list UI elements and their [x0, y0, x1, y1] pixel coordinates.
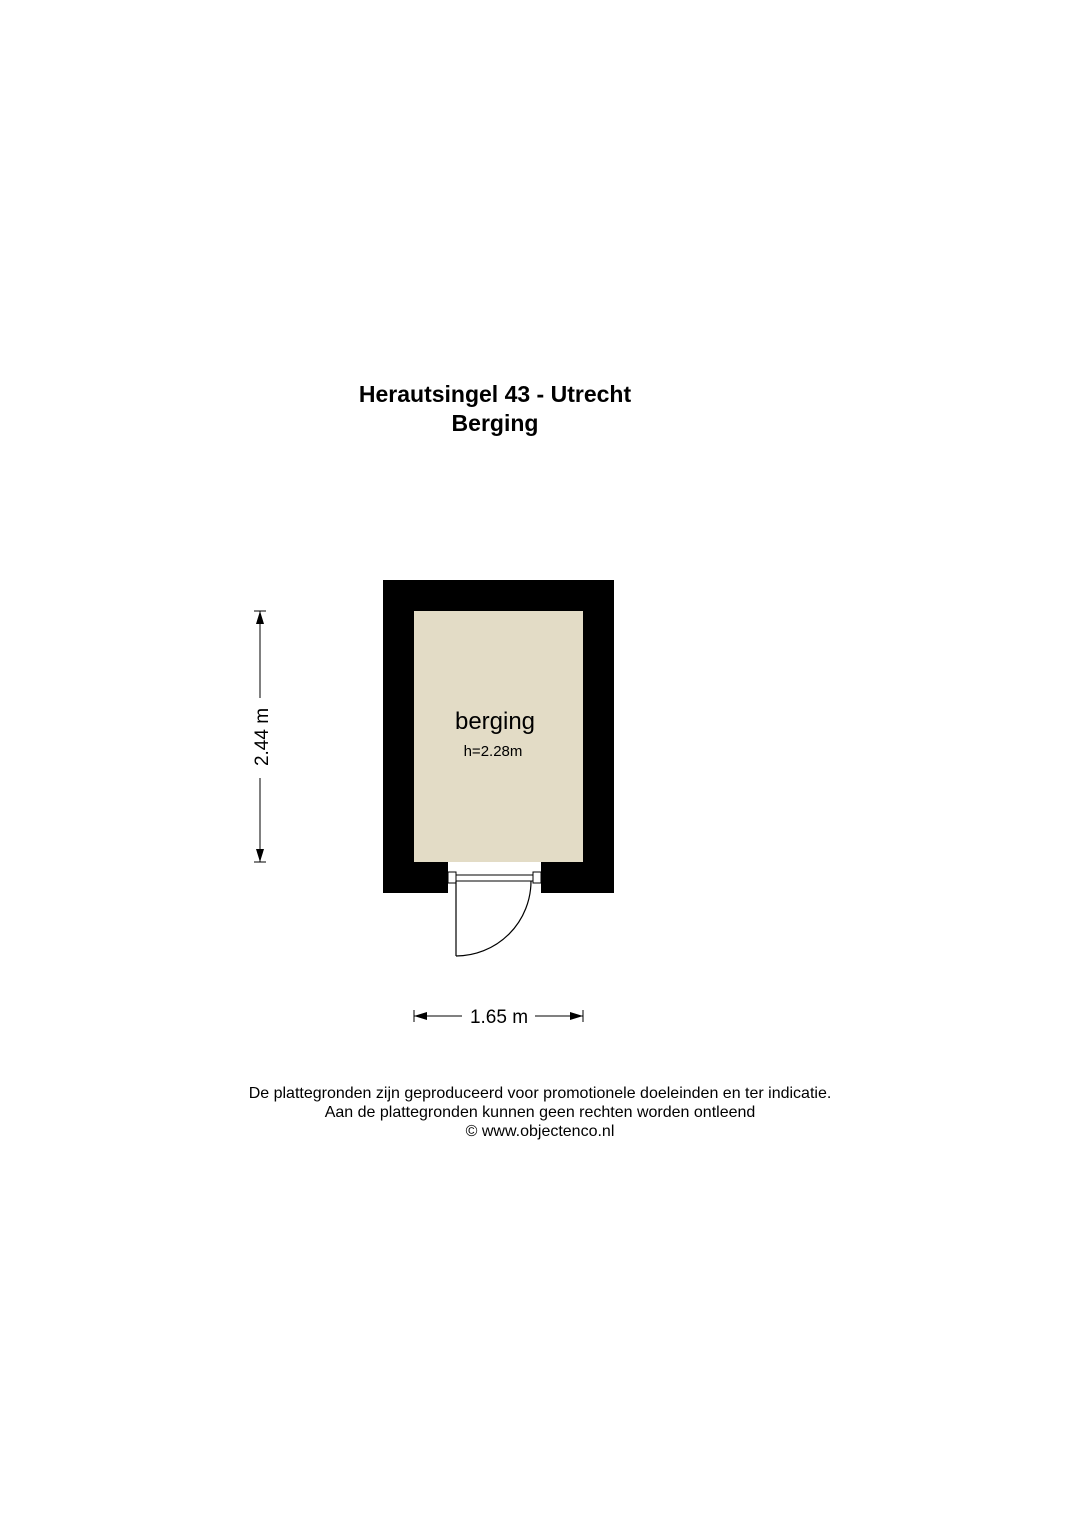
room-name: berging [454, 708, 536, 735]
horizontal-dimension [414, 1007, 583, 1028]
room-height: h=2.28m [463, 743, 523, 760]
vertical-dimension-label: 2.44 m [252, 707, 273, 767]
horizontal-dimension-label: 1.65 m [469, 1007, 529, 1028]
door-opening [448, 862, 541, 894]
door-jamb-right [533, 872, 541, 883]
door-jamb-left [448, 872, 456, 883]
room-floor [414, 611, 583, 862]
disclaimer [190, 1084, 890, 1141]
floor-title: Berging [451, 410, 539, 436]
copyright-line: © www.objectenco.nl [465, 1123, 615, 1140]
disclaimer-line-1: De plattegronden zijn geproduceerd voor promotionele doeleinden en ter indicatie. [248, 1085, 832, 1102]
disclaimer-line-2: Aan de plattegronden kunnen geen rechten worden ontleend [324, 1104, 756, 1121]
arrow-left-icon [414, 1012, 427, 1020]
arrow-right-icon [570, 1012, 583, 1020]
vertical-dimension [252, 611, 273, 862]
address-title: Herautsingel 43 - Utrecht [358, 381, 632, 407]
arrow-down-icon [256, 849, 264, 862]
arrow-up-icon [256, 611, 264, 624]
